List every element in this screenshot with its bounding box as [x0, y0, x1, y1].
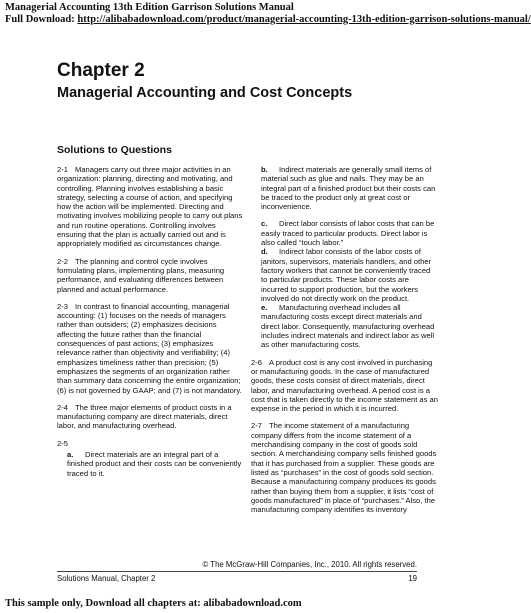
download-header-title: Managerial Accounting 13th Edition Garrison Solutions Manual [5, 2, 294, 13]
answer-text: The income statement of a manufacturing company differs from the income statement of a merchandising company in the cost of goods sold section. A merchandising company sells finished goods that it has purchased from a supplier. These goods are listed as “purchases” in the cost of goods sold section. Because a manufacturing company produces its goods rather than buying them from a supplier, it lists “cost of goods manufactured” in place of “purchases.” Also, the manufacturing company identifies its inventory [251, 421, 437, 515]
answer-number: 2-2 [57, 256, 68, 266]
chapter-subtitle: Managerial Accounting and Cost Concepts [57, 85, 353, 101]
answer-text: The three major elements of product costs in a manufacturing company are direct materials, direct labor, and manufacturing overhead. [57, 402, 232, 431]
answer-subparagraph [251, 303, 438, 349]
answer-paragraph [57, 439, 244, 448]
answer-paragraph [57, 302, 244, 395]
answer-number: 2-1 [57, 165, 68, 174]
answer-number: 2-4 [57, 402, 68, 412]
answer-number: 2-5 [57, 438, 68, 448]
download-url-link[interactable]: http://alibabadownload.com/product/managerial-accounting-13th-edition-garrison-solutions-manual/ [77, 14, 531, 25]
answer-text: Indirect materials are generally small items of material such as glue and nails. They may be an integral part of a finished product but their costs can be traced to the product only at great cost or inconvenience. [261, 165, 436, 212]
copyright-notice: © The McGraw-Hill Companies, Inc., 2010. All rights reserved. [202, 560, 417, 569]
chapter-title: Chapter 2 [57, 60, 145, 81]
page-number: 19 [408, 574, 417, 583]
download-header-link-line [5, 14, 531, 26]
right-column [251, 165, 438, 522]
answer-paragraph [57, 403, 244, 431]
answer-subparagraph [57, 450, 244, 478]
answer-subparagraph [251, 247, 438, 303]
answer-text: Direct materials are an integral part of a finished product and their costs can be conveniently traced to it. [67, 450, 242, 478]
answer-paragraph [251, 358, 438, 414]
answer-text: Direct labor consists of labor costs that can be easily traced to particular products. Direct labor is also called “touch labor.” [261, 219, 435, 248]
left-column [57, 165, 244, 486]
answer-sub-label: e. [261, 303, 268, 313]
answer-sub-label: c. [261, 219, 268, 229]
answer-sub-label: b. [261, 165, 268, 174]
answer-subparagraph [251, 165, 438, 211]
footer-divider [57, 571, 417, 572]
answer-sub-label: a. [67, 450, 74, 460]
answer-text: Managers carry out three major activities in an organization: planning, directing and motivating, and controlling. Planning involves establishing a basic strategy, selecting a course of action, and specifying how the action will be implemented. Directing and motivating involves mobilizing people to carry out plans and run routine operations. Controlling involves ensuring that the plan is actually carried out and is appropriately modified as circumstances change. [57, 165, 243, 249]
answer-number: 2-3 [57, 301, 68, 311]
answer-paragraph [57, 165, 244, 249]
answer-paragraph [251, 421, 438, 514]
download-banner[interactable]: This sample only, Download all chapters at: alibabadownload.com [5, 598, 302, 609]
answer-number: 2-7 [251, 421, 262, 431]
answer-text: Indirect labor consists of the labor costs of janitors, supervisors, materials handlers, and other factory workers that cannot be conveniently traced to particular products. These labor costs are incurred to support production, but the workers involved do not directly work on the product. [261, 247, 432, 303]
footer-manual-label: Solutions Manual, Chapter 2 [57, 574, 156, 583]
answer-sub-label: d. [261, 247, 268, 257]
answer-text: A product cost is any cost involved in purchasing or manufacturing goods. In the case of manufactured goods, these costs consist of direct materials, direct labor, and manufacturing overhead. A period cost is a cost that is taken directly to the income statement as an expense in the period in which it is incurred. [251, 357, 438, 414]
section-heading: Solutions to Questions [57, 144, 172, 156]
answer-subparagraph [251, 219, 438, 247]
answer-text: Manufacturing overhead includes all manufacturing costs except direct materials and direct labor. Consequently, manufacturing overhead includes indirect materials and indirect labor as well as other manufacturing costs. [261, 303, 435, 350]
answer-number: 2-6 [251, 357, 262, 367]
answer-text: The planning and control cycle involves formulating plans, implementing plans, measuring performance, and evaluating differences between planned and actual performance. [57, 256, 225, 294]
answer-paragraph [57, 257, 244, 294]
download-label: Full Download: [5, 14, 78, 25]
answer-text: In contrast to financial accounting, managerial accounting: (1) focuses on the needs of managers rather than outsiders; (2) emphasizes decisions affecting the future rather than the financial consequences of past actions; (3) emphasizes relevance rather than objectivity and verifiability; (4) emphasizes timeliness rather than precision; (5) emphasizes the segments of an organization rather than summary data concerning the entire organization; (6) is not governed by GAAP; and (7) is not mandatory. [57, 301, 242, 395]
